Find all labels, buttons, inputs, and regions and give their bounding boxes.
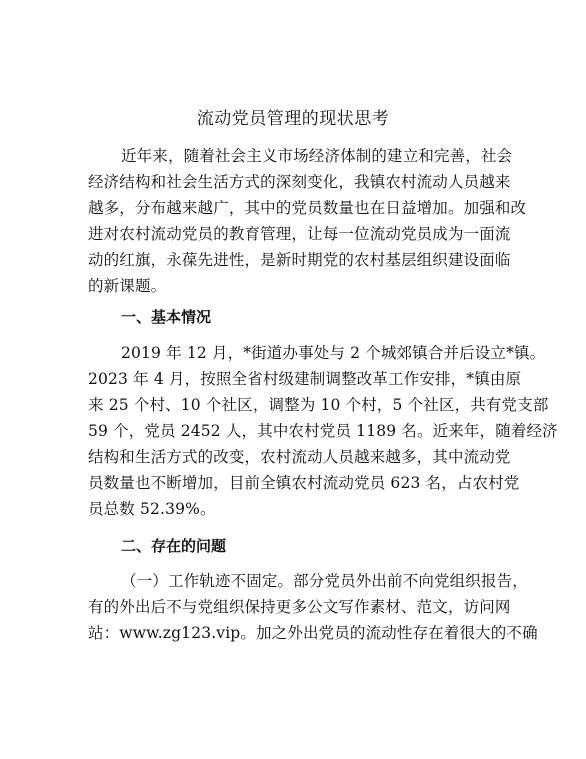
paragraph-line: 进对农村流动党员的教育管理，让每一位流动党员成为一面流 xyxy=(88,225,511,243)
paragraph-line: （一）工作轨迹不固定。部分党员外出前不向党组织报告， xyxy=(121,572,528,590)
paragraph-line: 动的红旗，永葆先进性，是新时期党的农村基层组织建设面临 xyxy=(88,251,511,269)
paragraph-line: 越多，分布越来越广，其中的党员数量也在日益增加。加强和改 xyxy=(88,199,527,217)
paragraph-line: 经济结构和社会生活方式的深刻变化，我镇农村流动人员越来 xyxy=(88,173,511,191)
paragraph-line: 结构和生活方式的改变，农村流动人员越来越多，其中流动党 xyxy=(88,448,511,466)
paragraph-line: 来 25 个村、10 个社区，调整为 10 个村，5 个社区，共有党支部 xyxy=(88,396,549,414)
paragraph-line: 员数量也不断增加，目前全镇农村流动党员 623 名，占农村党 xyxy=(88,474,520,492)
paragraph-line: 近年来，随着社会主义市场经济体制的建立和完善，社会 xyxy=(121,147,513,165)
paragraph-line: 2023 年 4 月，按照全省村级建制调整改革工作安排，*镇由原 xyxy=(88,370,522,388)
section-heading-basic: 一、基本情况 xyxy=(121,308,212,326)
paragraph-line: 有的外出后不与党组织保持更多公文写作素材、范文，访问网 xyxy=(88,598,511,616)
section-heading-problems: 二、存在的问题 xyxy=(121,537,227,555)
paragraph-line: 的新课题。 xyxy=(88,277,167,295)
paragraph-line: 员总数 52.39%。 xyxy=(88,500,216,518)
document-title: 流动党员管理的现状思考 xyxy=(196,109,390,129)
paragraph-line: 2019 年 12 月，*街道办事处与 2 个城郊镇合并后设立*镇。 xyxy=(121,344,546,362)
paragraph-line: 站：www.zg123.vip。加之外出党员的流动性存在着很大的不确 xyxy=(88,624,538,642)
paragraph-line: 59 个，党员 2452 人，其中农村党员 1189 名。近来年，随着经济 xyxy=(88,422,558,440)
